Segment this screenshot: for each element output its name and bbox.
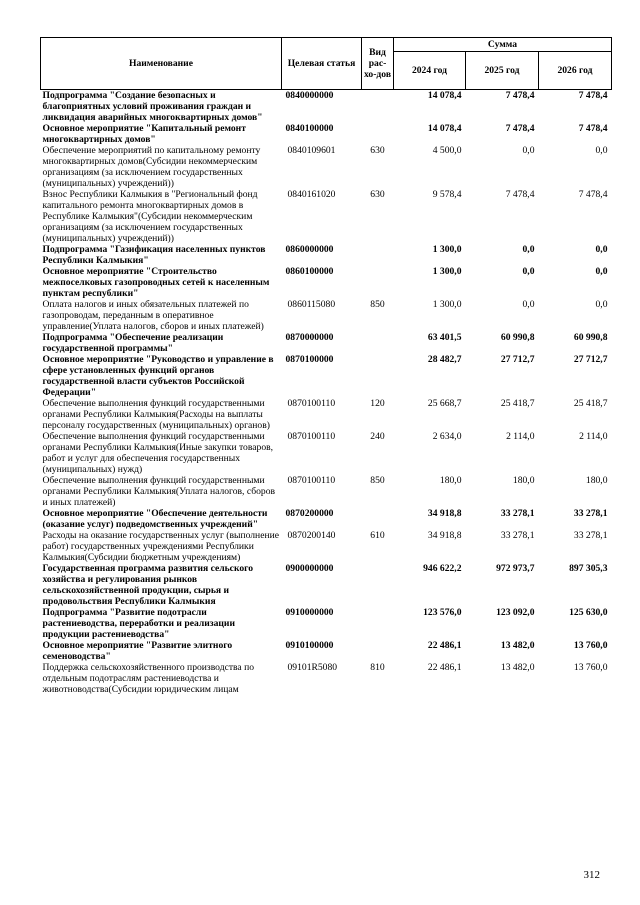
row-sum-2025: 180,0 (512, 475, 535, 486)
row-target-code: 0840109601 (287, 145, 336, 156)
row-expense-type: 610 (370, 530, 385, 541)
table-row (41, 354, 612, 398)
row-sum-2025: 33 278,1 (500, 530, 535, 541)
row-name: Обеспечение выполнения функций государственными органами Республики Калмыкия(Иные закупки товаров, работ и услуг для обеспечения государственных (муниципальных) нужд) (42, 431, 274, 475)
table-row (41, 189, 612, 244)
row-name: Обеспечение выполнения функций государственными органами Республики Калмыкия(Расходы на выплаты персоналу государственных (муниципальных) органов) (42, 398, 270, 431)
row-sum-2025: 2 114,0 (506, 431, 535, 442)
table-row (41, 90, 612, 124)
row-expense-type (362, 640, 394, 662)
row-sum-2026: 0,0 (595, 244, 608, 255)
table-row (41, 640, 612, 662)
row-sum-2026: 0,0 (595, 299, 608, 310)
row-sum-2026: 0,0 (595, 145, 608, 156)
row-sum-2024: 34 918,8 (427, 530, 462, 541)
row-name: Государственная программа развития сельского хозяйства и регулирования рынков сельскохозяйственной продукции, сырья и продовольствия Республики Калмыкия (42, 563, 254, 607)
row-expense-type (362, 508, 394, 530)
row-name: Расходы на оказание государственных услуг (выполнение работ) государственных учреждениями Республики Калмыкия(Субсидии бюджетным учреждениям) (42, 530, 279, 563)
row-sum-2025: 60 990,8 (500, 332, 535, 343)
row-sum-2025: 27 712,7 (500, 354, 535, 365)
table-row (41, 530, 612, 563)
table-row (41, 244, 612, 266)
row-target-code: 0870000000 (285, 332, 334, 343)
table-row (41, 145, 612, 189)
row-sum-2025: 13 482,0 (500, 662, 535, 673)
row-sum-2026: 25 418,7 (573, 398, 608, 409)
row-expense-type: 850 (370, 475, 385, 486)
row-target-code: 0860100000 (285, 266, 334, 277)
row-expense-type (362, 354, 394, 398)
row-sum-2025: 123 092,0 (496, 607, 535, 618)
table-row (41, 398, 612, 431)
row-sum-2024: 25 668,7 (427, 398, 462, 409)
row-sum-2024: 4 500,0 (432, 145, 462, 156)
row-sum-2026: 13 760,0 (573, 662, 608, 673)
header-2025: 2025 год (466, 52, 539, 90)
row-sum-2024: 180,0 (439, 475, 462, 486)
row-sum-2024: 9 578,4 (432, 189, 462, 200)
row-sum-2026: 7 478,4 (578, 189, 608, 200)
row-expense-type (362, 90, 394, 124)
row-target-code: 0870100110 (287, 475, 336, 486)
row-sum-2025: 7 478,4 (505, 90, 535, 101)
row-sum-2025: 0,0 (522, 299, 535, 310)
row-sum-2025: 25 418,7 (500, 398, 535, 409)
row-expense-type: 120 (370, 398, 385, 409)
row-name: Основное мероприятие "Руководство и управление в сфере установленных функций органов государственной власти субъектов Российской Федерации" (42, 354, 274, 398)
row-sum-2024: 2 634,0 (432, 431, 462, 442)
header-vid: Вид рас-хо-дов (362, 38, 394, 90)
table-row (41, 508, 612, 530)
row-name: Подпрограмма "Создание безопасных и благоприятных условий проживания граждан и ликвидация аварийных многоквартирных домов" (42, 90, 263, 123)
row-expense-type: 630 (370, 189, 385, 200)
row-expense-type (362, 244, 394, 266)
row-name: Подпрограмма "Развитие подотрасли растениеводства, переработки и реализации продукции растениеводства" (42, 607, 235, 640)
row-target-code: 0870200000 (285, 508, 334, 519)
table-row (41, 332, 612, 354)
row-name: Взнос Республики Калмыкия в "Региональный фонд капитального ремонта многоквартирных домов в Республике Калмыкия"(Субсидии некоммерческим организациям (за исключением государственных (муниципальных) учреждений)) (42, 189, 258, 244)
row-expense-type: 240 (370, 431, 385, 442)
row-sum-2025: 7 478,4 (505, 123, 535, 134)
header-2026: 2026 год (539, 52, 612, 90)
table-row (41, 607, 612, 640)
row-target-code: 0900000000 (285, 563, 334, 574)
row-expense-type (362, 123, 394, 145)
row-target-code: 0840000000 (285, 90, 334, 101)
table-row (41, 662, 612, 695)
row-expense-type: 810 (370, 662, 385, 673)
row-expense-type: 630 (370, 145, 385, 156)
table-row (41, 266, 612, 299)
row-sum-2026: 33 278,1 (573, 508, 608, 519)
row-sum-2024: 34 918,8 (427, 508, 462, 519)
row-sum-2024: 22 486,1 (427, 662, 462, 673)
row-sum-2026: 2 114,0 (579, 431, 608, 442)
table-body (41, 90, 612, 696)
row-sum-2025: 0,0 (522, 266, 535, 277)
row-target-code: 0860000000 (285, 244, 334, 255)
row-name: Обеспечение выполнения функций государственными органами Республики Калмыкия(Уплата налогов, сборов и иных платежей) (42, 475, 276, 508)
row-name: Основное мероприятие "Обеспечение деятельности (оказание услуг) подведомственных учреждений" (42, 508, 268, 530)
header-name: Наименование (41, 38, 282, 90)
row-target-code: 0870200140 (287, 530, 336, 541)
row-expense-type: 850 (370, 299, 385, 310)
row-target-code: 0840100000 (285, 123, 334, 134)
table-row (41, 431, 612, 475)
budget-table-container (40, 37, 611, 695)
row-name: Оплата налогов и иных обязательных платежей по газопроводам, переданным в оперативное управление(Уплата налогов, сборов и иных платежей) (42, 299, 264, 332)
row-name: Обеспечение мероприятий по капитальному ремонту многоквартирных домов(Субсидии некоммерческим организациям (за исключением государственных (муниципальных) учреждений)) (42, 145, 261, 189)
budget-table (40, 37, 612, 695)
table-row (41, 475, 612, 508)
row-sum-2026: 0,0 (595, 266, 608, 277)
row-expense-type (362, 332, 394, 354)
row-sum-2024: 1 300,0 (432, 299, 462, 310)
row-target-code: 0910100000 (285, 640, 334, 651)
row-name: Основное мероприятие "Строительство межпоселковых газопроводных сетей к населенным пунктам республики" (42, 266, 270, 299)
row-sum-2026: 180,0 (585, 475, 608, 486)
row-expense-type (362, 563, 394, 607)
row-sum-2026: 7 478,4 (578, 123, 608, 134)
row-target-code: 0910000000 (285, 607, 334, 618)
row-sum-2026: 7 478,4 (578, 90, 608, 101)
row-sum-2025: 0,0 (522, 244, 535, 255)
header-target: Целевая статья (282, 38, 362, 90)
row-sum-2026: 33 278,1 (573, 530, 608, 541)
table-row (41, 563, 612, 607)
row-sum-2025: 0,0 (522, 145, 535, 156)
row-sum-2025: 7 478,4 (505, 189, 535, 200)
row-expense-type (362, 607, 394, 640)
row-sum-2024: 1 300,0 (432, 266, 462, 277)
row-sum-2025: 13 482,0 (500, 640, 535, 651)
row-sum-2024: 123 576,0 (423, 607, 462, 618)
row-sum-2025: 972 973,7 (496, 563, 535, 574)
row-sum-2024: 14 078,4 (427, 90, 462, 101)
row-target-code: 0870100110 (287, 398, 336, 409)
row-sum-2026: 125 630,0 (569, 607, 608, 618)
page-number: 312 (583, 869, 600, 881)
row-sum-2025: 33 278,1 (500, 508, 535, 519)
row-name: Основное мероприятие "Капитальный ремонт многоквартирных домов" (42, 123, 246, 145)
row-name: Подпрограмма "Обеспечение реализации государственной программы" (42, 332, 224, 354)
row-name: Поддержка сельскохозяйственного производства по отдельным подотраслям растениеводства и животноводства(Субсидии юридическим лицам (42, 662, 255, 695)
table-row (41, 299, 612, 332)
row-target-code: 09101R5080 (287, 662, 338, 673)
row-name: Подпрограмма "Газификация населенных пунктов Республики Калмыкия" (42, 244, 266, 266)
table-header (41, 38, 612, 90)
row-name: Основное мероприятие "Развитие элитного семеноводства" (42, 640, 233, 662)
table-row (41, 123, 612, 145)
row-target-code: 0840161020 (287, 189, 336, 200)
row-sum-2024: 28 482,7 (427, 354, 462, 365)
row-sum-2024: 14 078,4 (427, 123, 462, 134)
row-sum-2024: 946 622,2 (423, 563, 462, 574)
header-sum: Сумма (394, 38, 612, 52)
row-sum-2024: 63 401,5 (427, 332, 462, 343)
row-sum-2026: 897 305,3 (569, 563, 608, 574)
row-target-code: 0870100110 (287, 431, 336, 442)
row-sum-2026: 27 712,7 (573, 354, 608, 365)
row-sum-2024: 22 486,1 (427, 640, 462, 651)
row-target-code: 0870100000 (285, 354, 334, 365)
row-sum-2026: 13 760,0 (573, 640, 608, 651)
row-target-code: 0860115080 (287, 299, 336, 310)
row-expense-type (362, 266, 394, 299)
header-2024: 2024 год (394, 52, 466, 90)
row-sum-2026: 60 990,8 (573, 332, 608, 343)
row-sum-2024: 1 300,0 (432, 244, 462, 255)
